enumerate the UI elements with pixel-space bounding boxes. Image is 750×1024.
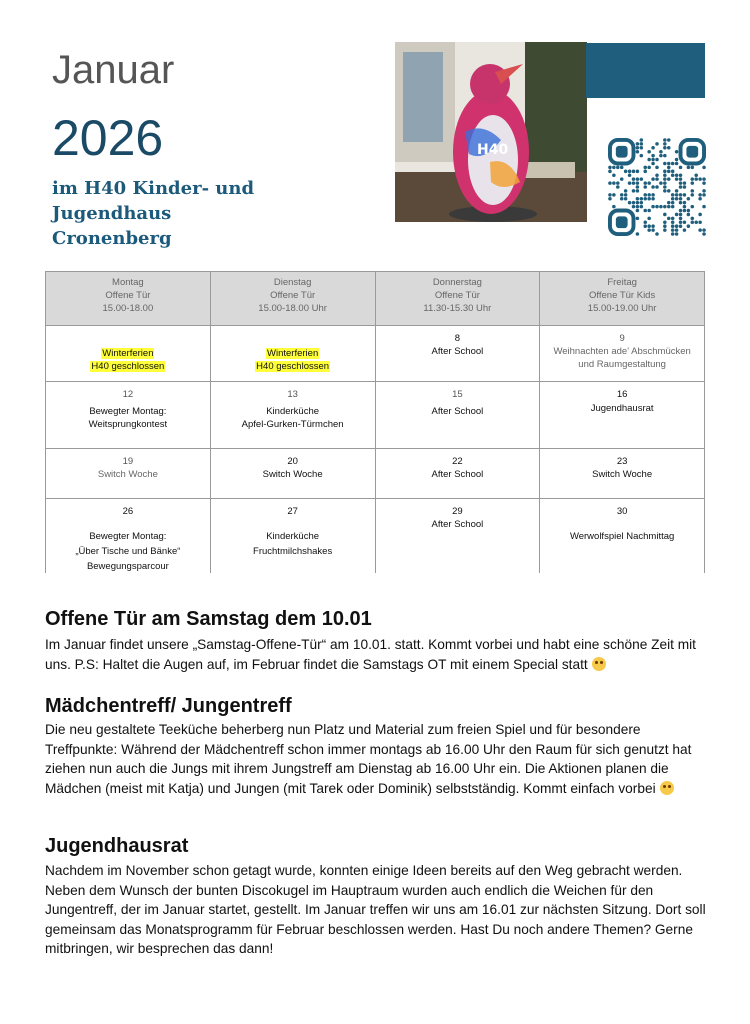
header-time: 15.00-18.00 [102, 303, 154, 314]
event-label: H40 geschlossen [91, 361, 165, 372]
calendar-header-thursday [375, 272, 540, 326]
calendar-cell [210, 326, 375, 382]
section-text-jugendhausrat: Nachdem im November schon getagt wurde, konnten einige Ideen bereits auf den Weg gebracht werden. Neben dem Wunsch der bunten Discokugel im Hauptraum wurden auch endlich die Weichen für den Jungentreff, der im Januar startet, gestellt. Im Januar treffen wir uns am 16.01 zur nächsten Sitzung. Dort soll gemeinsam das Monatsprogramm für Februar beschlossen werden. Hast Du noch andere Themen? Gerne mitbringen, wir besprechen das dann! [45, 863, 706, 956]
day-number: 23 [616, 456, 628, 467]
calendar-cell [46, 499, 211, 574]
day-number: 19 [122, 456, 134, 467]
event-label: Kinderküche [266, 406, 320, 417]
calendar-cell [375, 449, 540, 499]
section-text: Die neu gestaltete Teeküche beherberg nun Platz und Material zum freien Spiel und für besondere Treffpunkte: Während der Mädchentreff schon immer montags ab 16.00 Uhr den Raum für sich genutzt hat ziehen nun auch die Jungs mit ihrem Jungstreff am Dienstag ab 16.00 Uhr ein. Die Aktionen planen die Mädchen (meist mit Katja) und Jungen (mit Tarek oder Dominik) selbstständig. Kommt einfach vorbei [45, 722, 692, 796]
section-text: Im Januar findet unsere „Samstag-Offene-Tür“ am 10.01. statt. Kommt vorbei und habt eine schöne Zeit mit uns. P.S: Haltet die Augen auf, im Februar findet die Samstags OT mit einem Special statt [45, 637, 696, 672]
calendar-cell [540, 499, 705, 574]
event-label: „Über Tische und Bänke“ [75, 546, 181, 557]
subtitle-line: Jugendhaus [52, 203, 172, 224]
calendar-week-row [46, 499, 705, 574]
calendar-cell [540, 382, 705, 449]
calendar-cell [210, 449, 375, 499]
header-type: Offene Tür [434, 290, 480, 301]
event-label: After School [431, 469, 484, 480]
calendar-cell [46, 326, 211, 382]
header-type: Offene Tür [105, 290, 151, 301]
subtitle-line: Cronenberg [52, 228, 172, 249]
calendar-header-monday [46, 272, 211, 326]
day-number: 26 [122, 506, 134, 517]
event-label: After School [431, 406, 484, 417]
event-label: Switch Woche [262, 469, 323, 480]
day-number: 13 [287, 389, 298, 400]
event-label: H40 geschlossen [256, 361, 330, 372]
event-label: Kinderküche [266, 531, 320, 542]
calendar-cell [540, 326, 705, 382]
section-title-saturday: Offene Tür am Samstag dem 10.01 [45, 608, 372, 630]
header-day: Freitag [607, 277, 637, 288]
section-text-saturday [45, 635, 707, 674]
header-type: Offene Tür Kids [589, 290, 656, 301]
calendar-week-row [46, 449, 705, 499]
calendar-cell [46, 449, 211, 499]
day-number: 15 [452, 389, 463, 400]
event-label: Jugendhausrat [590, 403, 654, 414]
header-time: 15.00-18.00 Uhr [258, 303, 327, 314]
calendar-cell [375, 499, 540, 574]
calendar-cell [46, 382, 211, 449]
event-label: After School [431, 519, 484, 530]
header-day: Dienstag [273, 277, 312, 288]
event-label: Bewegter Montag: [89, 531, 167, 542]
section-title-jugendhausrat: Jugendhausrat [45, 835, 189, 857]
calendar-week-row [46, 326, 705, 382]
calendar-table [45, 271, 705, 573]
qr-code[interactable] [608, 138, 706, 236]
event-label: und Raumgestaltung [578, 359, 666, 370]
day-number [46, 326, 210, 345]
header-day: Donnerstag [432, 277, 482, 288]
month-title: Januar [52, 48, 175, 92]
brand-banner [586, 43, 705, 98]
day-number: 9 [619, 333, 625, 344]
smiling-face-icon [660, 781, 674, 795]
calendar-header-row [46, 272, 705, 326]
header-day: Montag [112, 277, 144, 288]
day-number [211, 326, 375, 345]
day-number: 29 [452, 506, 463, 517]
event-label: Weihnachten ade' Abschmücken [553, 346, 691, 357]
event-label: Apfel-Gurken-Türmchen [241, 419, 344, 430]
day-number: 27 [287, 506, 298, 517]
penguin-sculpture-photo [395, 42, 587, 222]
subtitle-line: im H40 Kinder- und [52, 178, 255, 199]
event-label: Winterferien [267, 348, 319, 359]
header-type: Offene Tür [270, 290, 316, 301]
event-label: After School [431, 346, 484, 357]
calendar-header-tuesday [210, 272, 375, 326]
day-number: 16 [616, 389, 628, 400]
event-label: Bewegter Montag: [89, 406, 167, 417]
calendar-cell [375, 326, 540, 382]
svg-text:H40: H40 [477, 142, 509, 158]
section-title-treff: Mädchentreff/ Jungentreff [45, 695, 292, 717]
calendar-header-friday [540, 272, 705, 326]
event-label: Fruchtmilchshakes [253, 546, 333, 557]
event-label: Weitsprungkontest [88, 419, 168, 430]
header-time: 15.00-19.00 Uhr [587, 303, 657, 314]
calendar-cell [210, 499, 375, 574]
year-title: 2026 [52, 110, 164, 166]
day-number: 30 [616, 506, 628, 517]
calendar-cell [540, 449, 705, 499]
calendar-cell [375, 382, 540, 449]
header-time: 11.30-15.30 Uhr [423, 303, 492, 314]
day-number: 20 [287, 456, 298, 467]
day-number: 22 [452, 456, 463, 467]
day-number: 8 [454, 333, 461, 344]
event-label: Werwolfspiel Nachmittag [569, 531, 675, 542]
event-label: Switch Woche [97, 469, 158, 480]
day-number: 12 [122, 389, 134, 400]
calendar-week-row [46, 382, 705, 449]
subtitle [52, 176, 312, 251]
calendar-cell [210, 382, 375, 449]
event-label: Switch Woche [592, 469, 653, 480]
event-label: Bewegungsparcour [86, 561, 169, 572]
winking-face-icon [592, 657, 606, 671]
event-label: Winterferien [102, 348, 154, 359]
section-text-treff [45, 720, 707, 798]
